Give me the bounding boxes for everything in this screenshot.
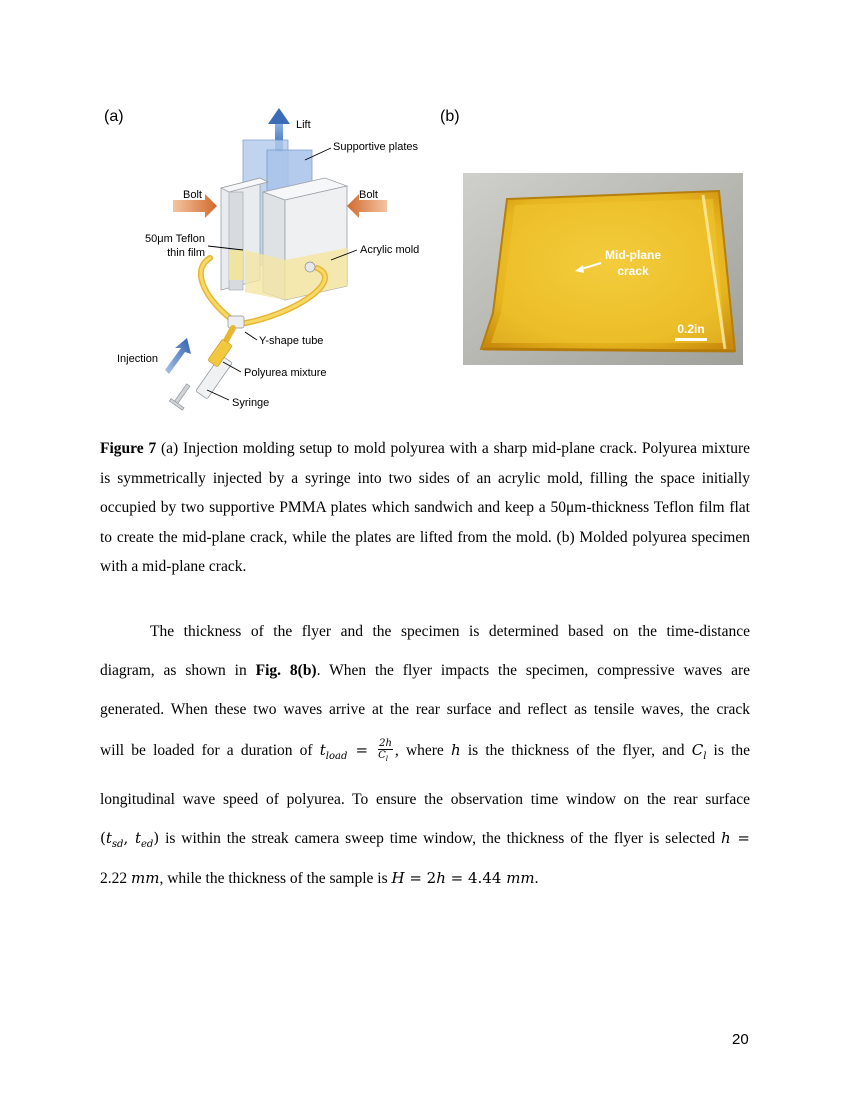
- cl-symbol: $C_l$: [691, 741, 707, 763]
- body-line-3: generated. When these two waves arrive at the rear surface and reflect as tensile waves, the crack: [100, 701, 750, 718]
- midplane-crack-label-line1: Mid-plane: [605, 248, 661, 262]
- injection-arrow-icon: [165, 338, 191, 374]
- specimen-photo: [463, 173, 743, 365]
- bolt-left-label: Bolt: [183, 189, 202, 201]
- scale-bar-label: 0.2in: [677, 322, 705, 336]
- teflon-label-line1: 50μm Teflon: [145, 233, 205, 245]
- body-line-4: will be loaded for a duration of $t_{load}$ = $\frac{2h}{C_l}$ , where h is the thickness of the flyer, and $C_l$ is the: [100, 738, 751, 763]
- figure-caption: [100, 434, 750, 582]
- panel-a-label: (a): [104, 108, 124, 125]
- polyurea-mixture-label: Polyurea mixture: [244, 367, 327, 379]
- caption-text: (a) Injection molding setup to mold polyurea with a sharp mid-plane crack. Polyurea mixture is symmetrically injected by a syringe into two sides of an acrylic mold, filling the space initially occupied by two supportive PMMA plates which sandwich and keep a 50μm-thickness Teflon film flat to create the mid-plane crack, while the plates are lifted from the mold. (b) Molded polyurea specimen with a mid-plane crack.: [100, 440, 751, 575]
- page-number: 20: [732, 1031, 749, 1048]
- body-line-6: ($t_{sd}$, $t_{ed}$) is within the streak camera sweep time window, the thickness of the flyer is selected h =: [100, 829, 750, 850]
- body-line-2: diagram, as shown in Fig. 8(b). When the flyer impacts the specimen, compressive waves are: [100, 662, 751, 679]
- body-line-7: 2.22 mm, while the thickness of the sample is H = 2h = 4.44 mm.: [100, 869, 539, 887]
- lift-label: Lift: [296, 119, 311, 131]
- fraction-2h-over-cl: $\frac{2h}{C_l}$: [378, 738, 392, 763]
- fig-8b-reference: Fig. 8(b): [255, 662, 317, 679]
- syringe: [169, 339, 232, 410]
- bolt-right-label: Bolt: [359, 189, 378, 201]
- t-load-symbol: $t_{load}$: [319, 741, 348, 763]
- supportive-plates-label: Supportive plates: [333, 141, 418, 153]
- injection-label: Injection: [117, 353, 158, 365]
- acrylic-mold-label: Acrylic mold: [360, 244, 420, 256]
- acrylic-mold: [221, 178, 347, 300]
- panel-b-label: (b): [440, 108, 460, 125]
- teflon-label-line2: thin film: [167, 247, 205, 259]
- y-tube-label: Y-shape tube: [259, 335, 324, 347]
- scale-bar: [675, 338, 707, 341]
- body-line-1: The thickness of the flyer and the specimen is determined based on the time-distance: [150, 623, 750, 640]
- caption-figure-number: Figure 7: [100, 440, 157, 457]
- syringe-label: Syringe: [232, 397, 270, 409]
- injection-molding-diagram: [95, 100, 440, 420]
- body-line-5: longitudinal wave speed of polyurea. To ensure the observation time window on the rear surface: [100, 791, 750, 808]
- midplane-crack-label-line2: crack: [617, 264, 649, 278]
